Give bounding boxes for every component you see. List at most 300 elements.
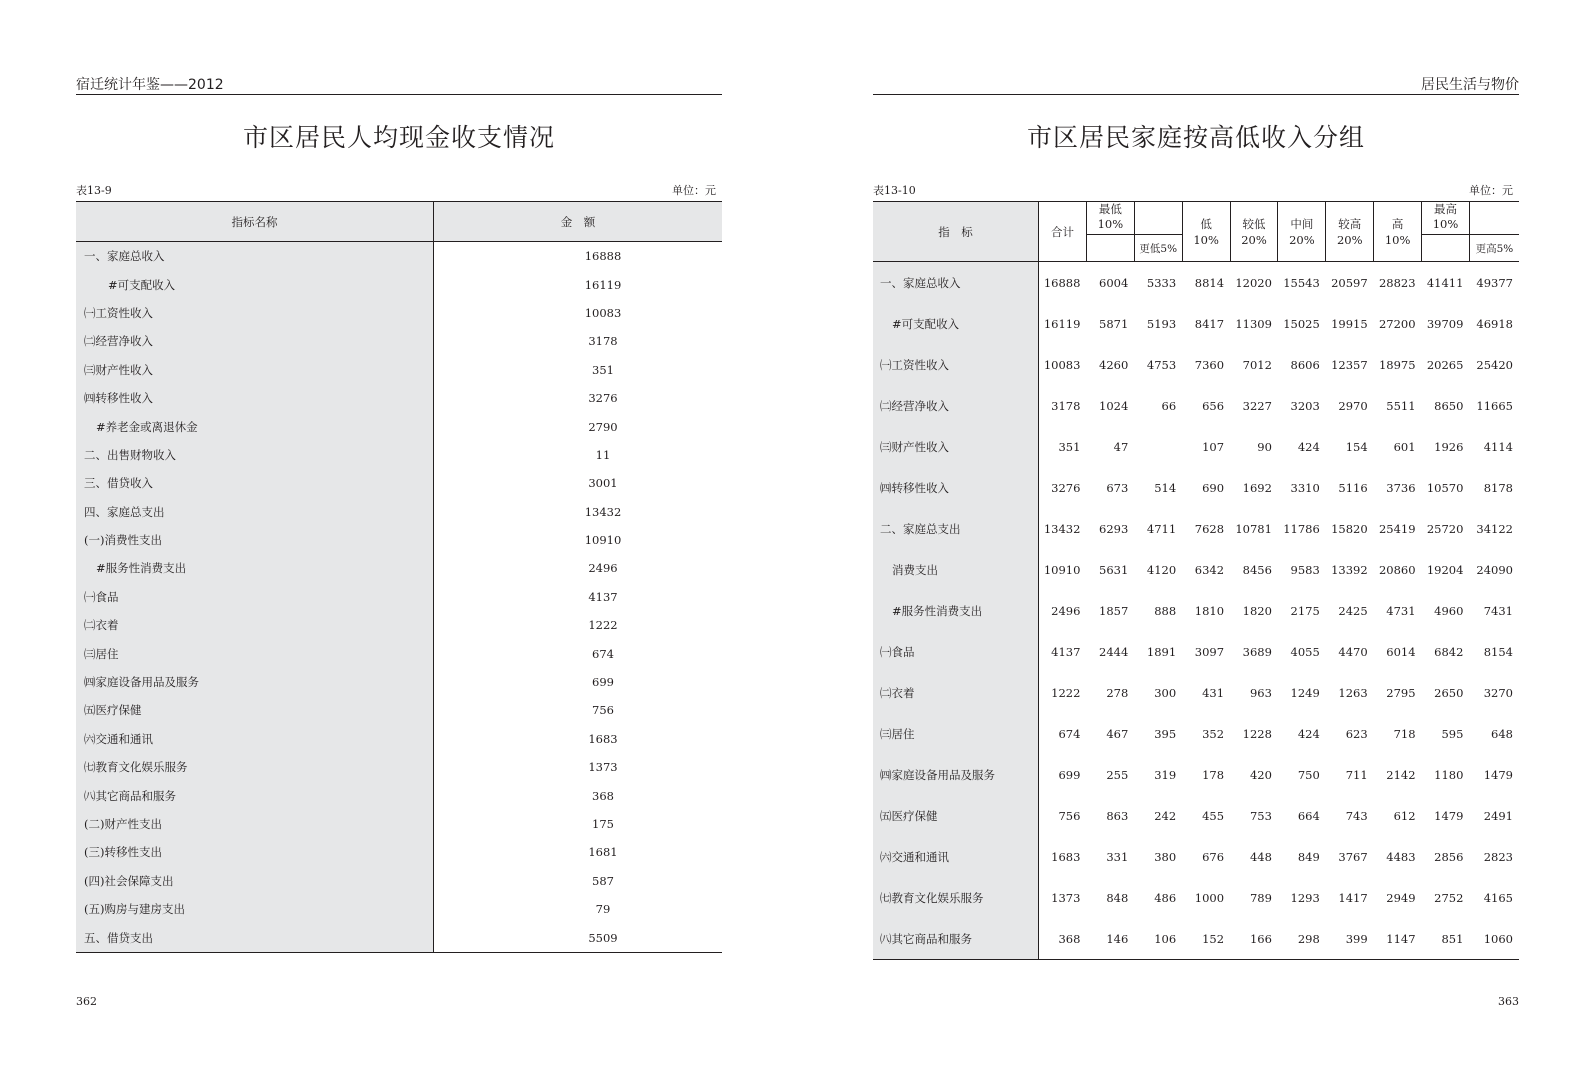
row-label: ㈠工资性收入 [76, 299, 434, 327]
row-label: ㈢财产性收入 [873, 426, 1039, 467]
row-value: 10083 [584, 305, 622, 320]
cell-value: 10083 [1043, 357, 1081, 372]
cell-value: 1810 [1194, 603, 1225, 618]
cell-value: 656 [1202, 398, 1225, 413]
cell-value: 2175 [1290, 603, 1320, 618]
cell-value: 152 [1202, 931, 1225, 946]
cell-value: 399 [1345, 931, 1368, 946]
column-header-lowest [1086, 202, 1134, 235]
cell-value: 711 [1345, 767, 1368, 782]
row-label: 五、借贷支出 [76, 923, 434, 952]
cell-value: 424 [1297, 726, 1320, 741]
cell-value: 4753 [1146, 357, 1177, 372]
income-group-table [873, 201, 1519, 960]
cell-value: 351 [1058, 439, 1081, 454]
row-label: (四)社会保障支出 [76, 867, 434, 895]
table-row [873, 385, 1519, 426]
cell-value: 166 [1249, 931, 1272, 946]
cell-value: 690 [1202, 480, 1225, 495]
column-header-amount: 金 额 [434, 202, 723, 242]
column-header-indicator: 指标名称 [76, 202, 434, 242]
cell-value: 8606 [1290, 357, 1320, 372]
high-label: 高 [1391, 216, 1404, 231]
table-row [873, 672, 1519, 713]
cell-value: 25720 [1426, 521, 1464, 536]
high-pct: 10% [1384, 232, 1411, 247]
table-row [873, 877, 1519, 918]
row-label: #可支配收入 [76, 270, 434, 298]
page-title-left: 市区居民人均现金收支情况 [242, 123, 555, 152]
cell-value: 8154 [1483, 644, 1513, 659]
table-row [873, 795, 1519, 836]
cell-value: 7360 [1194, 357, 1225, 372]
table-body-right [873, 262, 1519, 960]
cell-value: 676 [1202, 849, 1225, 864]
cell-value: 278 [1106, 685, 1129, 700]
cell-value: 4165 [1483, 890, 1513, 905]
cell-value: 753 [1249, 808, 1272, 823]
cell-value: 298 [1297, 931, 1320, 946]
unit-label-left: 单位：元 [672, 184, 716, 197]
table-row [873, 344, 1519, 385]
row-label: 二、出售财物收入 [76, 441, 434, 469]
row-label: ㈥交通和通讯 [873, 836, 1039, 877]
row-label: ㈣家庭设备用品及服务 [76, 668, 434, 696]
cell-value: 154 [1345, 439, 1368, 454]
cell-value: 4120 [1146, 562, 1177, 577]
cell-value: 2425 [1338, 603, 1368, 618]
cell-value: 20597 [1331, 275, 1368, 290]
table-row [76, 895, 722, 923]
table-row [873, 426, 1519, 467]
cell-value: 3767 [1338, 849, 1368, 864]
row-value: 3001 [588, 476, 618, 491]
cell-value: 2949 [1386, 890, 1416, 905]
cell-value: 863 [1106, 808, 1129, 823]
cell-value: 106 [1154, 931, 1177, 946]
table-row [873, 467, 1519, 508]
row-label: ㈦教育文化娱乐服务 [873, 877, 1039, 918]
table-row [76, 356, 722, 384]
table-row [76, 696, 722, 724]
cell-value: 20265 [1426, 357, 1464, 372]
cell-value: 19915 [1331, 316, 1368, 331]
cell-value: 467 [1106, 726, 1129, 741]
cell-value: 6004 [1099, 275, 1129, 290]
cell-value: 601 [1393, 439, 1416, 454]
cell-value: 3203 [1290, 398, 1320, 413]
cash-income-expenditure-table [76, 201, 722, 953]
row-label: ㈠食品 [873, 631, 1039, 672]
row-value: 351 [592, 362, 614, 377]
cell-value: 1820 [1242, 603, 1272, 618]
row-label: (五)购房与建房支出 [76, 895, 434, 923]
cell-value: 1373 [1051, 890, 1081, 905]
unit-label-right: 单位：元 [1469, 184, 1513, 197]
cell-value: 66 [1161, 398, 1177, 413]
cell-value: 25420 [1476, 357, 1513, 372]
row-value: 11 [595, 447, 611, 462]
row-value: 16888 [584, 249, 622, 264]
cell-value: 3178 [1051, 398, 1081, 413]
cell-value: 5631 [1099, 562, 1129, 577]
table-row [873, 631, 1519, 672]
column-header-low [1182, 202, 1230, 262]
cell-value: 789 [1249, 890, 1272, 905]
cell-value: 1857 [1099, 603, 1129, 618]
table-row [76, 270, 722, 298]
row-label: ㈣转移性收入 [873, 467, 1039, 508]
cell-value: 15543 [1283, 275, 1320, 290]
row-value: 3276 [588, 391, 618, 406]
cell-value: 4114 [1483, 439, 1513, 454]
row-value: 5509 [588, 930, 618, 945]
cell-value: 11309 [1235, 316, 1272, 331]
highmid-pct: 20% [1336, 232, 1363, 247]
cell-value: 3227 [1242, 398, 1272, 413]
table-row [76, 384, 722, 412]
table-row [76, 725, 722, 753]
column-header-higher5-top [1469, 202, 1519, 235]
row-value: 3178 [588, 334, 618, 349]
column-header-lower5-top [1134, 202, 1182, 235]
row-value: 4137 [588, 589, 618, 604]
row-label: ㈡经营净收入 [76, 327, 434, 355]
row-label: ㈡衣着 [873, 672, 1039, 713]
cell-value: 595 [1441, 726, 1464, 741]
row-value: 10910 [584, 533, 622, 548]
lowest-pct: 10% [1097, 217, 1124, 231]
row-label: ㈤医疗保健 [76, 696, 434, 724]
row-label: #养老金或离退休金 [76, 412, 434, 440]
cell-value: 5871 [1099, 316, 1129, 331]
table-row [76, 583, 722, 611]
low-pct: 10% [1193, 232, 1219, 247]
row-label: ㈣转移性收入 [76, 384, 434, 412]
table-row [76, 299, 722, 327]
table-row [873, 754, 1519, 795]
cell-value: 10781 [1235, 521, 1272, 536]
cell-value: 20860 [1378, 562, 1416, 577]
cell-value: 1000 [1194, 890, 1225, 905]
table-row [76, 923, 722, 952]
row-value: 368 [592, 788, 614, 803]
column-header-mid [1278, 202, 1326, 262]
cell-value: 664 [1297, 808, 1320, 823]
cell-value: 1024 [1099, 398, 1129, 413]
table-row [76, 526, 722, 554]
row-label: ㈢居住 [873, 713, 1039, 754]
table-row [76, 441, 722, 469]
table-row [873, 590, 1519, 631]
cell-value: 848 [1106, 890, 1129, 905]
table-row [76, 838, 722, 866]
table-row [873, 836, 1519, 877]
row-value: 2790 [588, 419, 618, 434]
row-label: ㈡经营净收入 [873, 385, 1039, 426]
cell-value: 319 [1154, 767, 1177, 782]
column-header-highest [1422, 202, 1470, 235]
mid-label: 中间 [1290, 216, 1314, 231]
cell-value: 4711 [1146, 521, 1177, 536]
cell-value: 352 [1202, 726, 1225, 741]
row-value: 587 [592, 873, 614, 888]
highest-label: 最高 [1434, 202, 1457, 216]
cell-value: 9583 [1290, 562, 1320, 577]
cell-value: 18975 [1378, 357, 1416, 372]
lowmid-pct: 20% [1241, 232, 1267, 247]
row-value: 1681 [588, 845, 618, 860]
cell-value: 4055 [1290, 644, 1320, 659]
lowmid-label: 较低 [1242, 216, 1266, 231]
row-label: #可支配收入 [873, 303, 1039, 344]
cell-value: 648 [1491, 726, 1513, 741]
cell-value: 16888 [1043, 275, 1081, 290]
cell-value: 963 [1249, 685, 1272, 700]
row-value: 756 [592, 703, 614, 718]
row-label: ㈥交通和通讯 [76, 725, 434, 753]
row-value: 16119 [584, 277, 622, 292]
cell-value: 1926 [1434, 439, 1464, 454]
table-row [76, 242, 722, 271]
cell-value: 4137 [1051, 644, 1081, 659]
row-label: ㈧其它商品和服务 [873, 918, 1039, 960]
table-row [873, 918, 1519, 960]
cell-value: 4260 [1099, 357, 1129, 372]
cell-value: 4470 [1338, 644, 1368, 659]
cell-value: 7628 [1194, 521, 1225, 536]
cell-value: 851 [1441, 931, 1464, 946]
column-header-total: 合计 [1039, 202, 1087, 262]
table-row [76, 327, 722, 355]
cell-value: 41411 [1426, 275, 1464, 290]
cell-value: 8417 [1194, 316, 1225, 331]
cell-value: 331 [1106, 849, 1129, 864]
cell-value: 420 [1249, 767, 1272, 782]
cell-value: 6842 [1434, 644, 1464, 659]
mid-pct: 20% [1289, 232, 1315, 247]
row-label: ㈠工资性收入 [873, 344, 1039, 385]
cell-value: 11665 [1476, 398, 1513, 413]
row-label: 二、家庭总支出 [873, 508, 1039, 549]
row-label: (二)财产性支出 [76, 810, 434, 838]
column-header-lowest-bottom [1086, 235, 1134, 262]
row-value: 674 [592, 646, 614, 661]
table-row [76, 668, 722, 696]
cell-value: 4960 [1434, 603, 1464, 618]
cell-value: 431 [1202, 685, 1225, 700]
row-label: 三、借贷收入 [76, 469, 434, 497]
table-row [76, 412, 722, 440]
cell-value: 10570 [1426, 480, 1464, 495]
cell-value: 1222 [1051, 685, 1081, 700]
cell-value: 514 [1154, 480, 1177, 495]
table-row [873, 303, 1519, 344]
cell-value: 1891 [1146, 644, 1177, 659]
row-value: 13432 [584, 504, 622, 519]
cell-value: 5333 [1146, 275, 1177, 290]
cell-value: 486 [1154, 890, 1177, 905]
cell-value: 3310 [1290, 480, 1320, 495]
table-row [873, 713, 1519, 754]
cell-value: 2856 [1434, 849, 1464, 864]
cell-value: 368 [1058, 931, 1081, 946]
row-value: 1683 [588, 731, 618, 746]
cell-value: 6342 [1194, 562, 1225, 577]
row-label: ㈠食品 [76, 583, 434, 611]
cell-value: 674 [1058, 726, 1081, 741]
cell-value: 107 [1202, 439, 1225, 454]
row-label: 一、家庭总收入 [873, 262, 1039, 304]
cell-value: 1479 [1483, 767, 1513, 782]
row-label: ㈡衣着 [76, 611, 434, 639]
cell-value: 1692 [1242, 480, 1272, 495]
cell-value: 2491 [1483, 808, 1513, 823]
cell-value: 395 [1154, 726, 1177, 741]
table-row [76, 554, 722, 582]
table-row [76, 469, 722, 497]
cell-value: 28823 [1378, 275, 1416, 290]
cell-value: 24090 [1476, 562, 1513, 577]
column-header-higher5: 更高5% [1469, 235, 1519, 262]
cell-value: 15025 [1283, 316, 1320, 331]
table-row [76, 498, 722, 526]
row-label: #服务性消费支出 [873, 590, 1039, 631]
column-header-indicator: 指 标 [873, 202, 1039, 262]
column-header-highest-bottom [1422, 235, 1470, 262]
cell-value: 3689 [1242, 644, 1272, 659]
cell-value: 1293 [1290, 890, 1320, 905]
cell-value: 1263 [1338, 685, 1368, 700]
cell-value: 146 [1106, 931, 1129, 946]
cell-value: 2496 [1051, 603, 1081, 618]
cell-value: 1479 [1434, 808, 1464, 823]
cell-value: 2444 [1099, 644, 1129, 659]
cell-value: 3276 [1051, 480, 1081, 495]
cell-value: 750 [1297, 767, 1320, 782]
cell-value: 1249 [1290, 685, 1320, 700]
cell-value: 756 [1058, 808, 1081, 823]
cell-value: 46918 [1476, 316, 1513, 331]
highmid-label: 较高 [1338, 216, 1362, 231]
row-label: ㈤医疗保健 [873, 795, 1039, 836]
cell-value: 47 [1113, 439, 1129, 454]
cell-value: 11786 [1283, 521, 1320, 536]
low-label: 低 [1200, 216, 1212, 231]
right-page [873, 0, 1519, 1077]
table-row [76, 810, 722, 838]
cell-value: 2795 [1386, 685, 1416, 700]
cell-value: 448 [1249, 849, 1272, 864]
left-page [76, 0, 722, 1077]
cell-value [1134, 426, 1182, 467]
cell-value: 3097 [1194, 644, 1225, 659]
cell-value: 25419 [1378, 521, 1416, 536]
row-label: 四、家庭总支出 [76, 498, 434, 526]
cell-value: 1147 [1386, 931, 1416, 946]
row-value: 699 [592, 675, 614, 690]
row-label: 一、家庭总收入 [76, 242, 434, 271]
row-value: 175 [592, 817, 614, 831]
cell-value: 16119 [1043, 316, 1081, 331]
cell-value: 2823 [1483, 849, 1513, 864]
cell-value: 8814 [1194, 275, 1225, 290]
table-row [76, 611, 722, 639]
table-body-left [76, 242, 722, 953]
cell-value: 300 [1154, 685, 1177, 700]
column-header-high [1374, 202, 1422, 262]
cell-value: 3736 [1386, 480, 1416, 495]
cell-value: 4483 [1386, 849, 1416, 864]
table-row [873, 508, 1519, 549]
cell-value: 2752 [1434, 890, 1464, 905]
cell-value: 2142 [1386, 767, 1416, 782]
cell-value: 380 [1154, 849, 1177, 864]
cell-value: 19204 [1426, 562, 1464, 577]
cell-value: 90 [1257, 439, 1272, 454]
cell-value: 242 [1154, 808, 1177, 823]
cell-value: 5116 [1338, 480, 1368, 495]
cell-value: 4731 [1386, 603, 1416, 618]
cell-value: 12357 [1331, 357, 1368, 372]
row-value: 1222 [588, 618, 618, 633]
row-label: 消费支出 [873, 549, 1039, 590]
cell-value: 5511 [1386, 398, 1416, 413]
running-head-left: 宿迁统计年鉴——2012 [76, 74, 722, 95]
cell-value: 623 [1345, 726, 1368, 741]
cell-value: 10910 [1043, 562, 1081, 577]
table-row [76, 781, 722, 809]
cell-value: 1180 [1434, 767, 1464, 782]
cell-value: 424 [1297, 439, 1320, 454]
row-label: ㈢财产性收入 [76, 356, 434, 384]
cell-value: 5193 [1146, 316, 1177, 331]
table-number-right: 表13-10 [873, 184, 916, 197]
column-header-lower5: 更低5% [1134, 235, 1182, 262]
cell-value: 1417 [1338, 890, 1368, 905]
cell-value: 6014 [1386, 644, 1416, 659]
cell-value: 49377 [1476, 275, 1513, 290]
page-title-right: 市区居民家庭按高低收入分组 [1026, 123, 1365, 152]
cell-value: 13392 [1331, 562, 1368, 577]
cell-value: 743 [1345, 808, 1368, 823]
table-row [76, 639, 722, 667]
cell-value: 1228 [1242, 726, 1272, 741]
cell-value: 888 [1154, 603, 1177, 618]
cell-value: 1060 [1483, 931, 1513, 946]
table-row [873, 549, 1519, 590]
row-label: ㈣家庭设备用品及服务 [873, 754, 1039, 795]
page-number-right: 363 [1498, 995, 1519, 1008]
cell-value: 673 [1106, 480, 1129, 495]
cell-value: 13432 [1043, 521, 1081, 536]
cell-value: 7431 [1483, 603, 1513, 618]
cell-value: 7012 [1242, 357, 1272, 372]
row-label: ㈧其它商品和服务 [76, 781, 434, 809]
cell-value: 612 [1393, 808, 1416, 823]
cell-value: 178 [1202, 767, 1225, 782]
table-row [76, 867, 722, 895]
cell-value: 2650 [1434, 685, 1464, 700]
running-head-right: 居民生活与物价 [873, 74, 1519, 95]
row-label: (三)转移性支出 [76, 838, 434, 866]
cell-value: 2970 [1338, 398, 1368, 413]
cell-value: 255 [1106, 767, 1129, 782]
cell-value: 27200 [1378, 316, 1416, 331]
cell-value: 3270 [1483, 685, 1513, 700]
cell-value: 12020 [1235, 275, 1272, 290]
row-label: ㈢居住 [76, 639, 434, 667]
